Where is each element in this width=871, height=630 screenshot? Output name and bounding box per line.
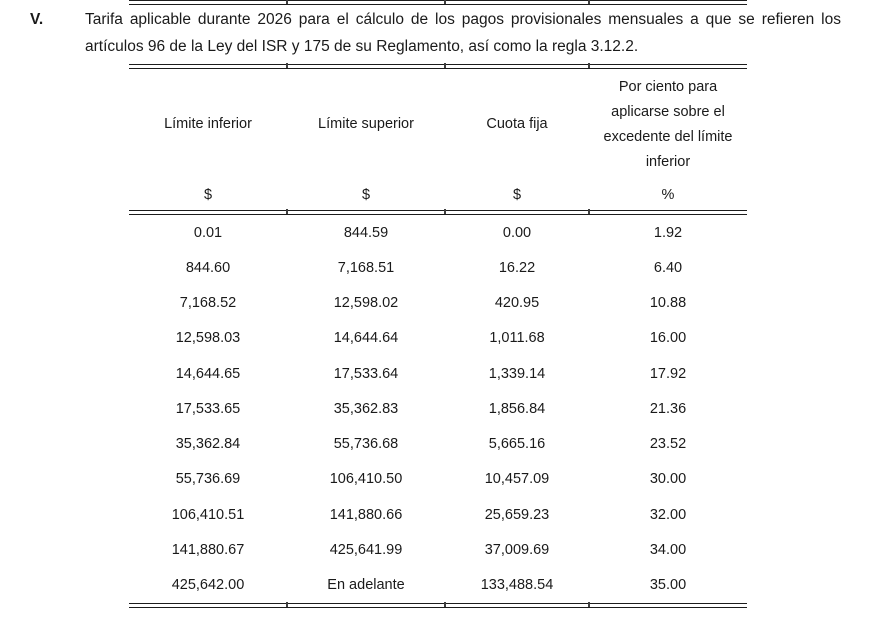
table-row (129, 321, 747, 356)
column-tick (444, 63, 446, 68)
column-tick (588, 63, 590, 68)
unit-pesos: $ (361, 187, 371, 203)
column-tick (444, 602, 446, 607)
table-cell: 844.60 (185, 259, 231, 276)
table-cell: 10.88 (649, 295, 687, 312)
table-cell: 23.52 (649, 436, 687, 453)
table-cell: 35,362.84 (175, 436, 241, 453)
table-cell: 133,488.54 (480, 577, 554, 594)
table-cell: 106,410.50 (329, 471, 403, 488)
table-cell: 17.92 (649, 365, 687, 382)
table-bottom-rule (129, 603, 747, 608)
table-cell: 6.40 (653, 259, 683, 276)
table-cell: 141,880.66 (329, 506, 403, 523)
table-cell: 7,168.52 (179, 295, 237, 312)
unit-pesos: $ (203, 187, 213, 203)
table-cell: 16.00 (649, 330, 687, 347)
table-cell: 32.00 (649, 506, 687, 523)
column-tick (286, 63, 288, 68)
table-cell: 12,598.02 (333, 295, 399, 312)
header-cuota-fija: Cuota fija (486, 116, 548, 132)
table-cell: 25,659.23 (484, 506, 550, 523)
section-number: V. (30, 11, 44, 28)
table-cell: 55,736.68 (333, 436, 399, 453)
table-cell: 1,011.68 (489, 330, 545, 347)
table-row (129, 356, 747, 391)
table-row (129, 215, 747, 250)
column-tick (588, 209, 590, 214)
tariff-table (129, 64, 747, 608)
section-paragraph: Tarifa aplicable durante 2026 para el cálculo de los pagos provisionales mensuales a que se refieren los artículos 96 de la Ley del ISR y 175 de su Reglamento, así como la regla 3.12.2. (85, 11, 841, 55)
table-cell: 14,644.65 (175, 365, 241, 382)
table-row (129, 497, 747, 532)
table-cell: 844.59 (343, 224, 389, 241)
table-cell: 17,533.64 (333, 365, 399, 382)
table-header-row (129, 69, 747, 180)
table-units-row (129, 180, 747, 210)
table-cell: 425,641.99 (329, 542, 403, 559)
table-row (129, 250, 747, 285)
unit-pesos: $ (512, 187, 522, 203)
table-cell: 55,736.69 (175, 471, 241, 488)
column-tick (286, 602, 288, 607)
column-tick (286, 0, 288, 4)
table-cell: 425,642.00 (171, 577, 245, 594)
table-cell: 1,339.14 (488, 365, 546, 382)
table-cell: 16.22 (498, 259, 536, 276)
table-cell: 17,533.65 (175, 400, 241, 417)
column-tick (444, 209, 446, 214)
table-cell: 35,362.83 (333, 400, 399, 417)
table-row (129, 391, 747, 426)
table-cell: 1,856.84 (488, 400, 546, 417)
table-cell: 141,880.67 (171, 542, 245, 559)
column-tick (588, 602, 590, 607)
table-top-rule (129, 64, 747, 69)
table-cell: 0.01 (193, 224, 223, 241)
header-por-ciento-excedente: Por ciento para aplicarse sobre el excedente del límite inferior (603, 78, 733, 170)
table-cell: 1.92 (653, 224, 683, 241)
table-cell: 0.00 (502, 224, 532, 241)
table-row (129, 568, 747, 603)
table-cell: 10,457.09 (484, 471, 550, 488)
table-cell: En adelante (327, 577, 405, 594)
column-tick (444, 0, 446, 4)
column-tick (286, 209, 288, 214)
table-cell: 34.00 (649, 542, 687, 559)
table-row (129, 532, 747, 567)
unit-percent: % (661, 187, 675, 203)
header-limite-superior: Límite superior (318, 116, 414, 132)
header-limite-inferior: Límite inferior (164, 116, 252, 132)
table-cell: 420.95 (494, 295, 540, 312)
table-row (129, 462, 747, 497)
table-row (129, 286, 747, 321)
previous-table-bottom-rule (129, 0, 747, 5)
table-cell: 35.00 (649, 577, 687, 594)
table-header-separator-rule (129, 210, 747, 215)
table-cell: 12,598.03 (175, 330, 241, 347)
table-cell: 21.36 (649, 400, 687, 417)
table-cell: 7,168.51 (337, 259, 395, 276)
table-cell: 30.00 (649, 471, 687, 488)
table-row (129, 427, 747, 462)
table-cell: 106,410.51 (171, 506, 245, 523)
table-cell: 5,665.16 (488, 436, 546, 453)
column-tick (588, 0, 590, 4)
table-cell: 14,644.64 (333, 330, 399, 347)
table-body (129, 215, 747, 603)
table-cell: 37,009.69 (484, 542, 550, 559)
